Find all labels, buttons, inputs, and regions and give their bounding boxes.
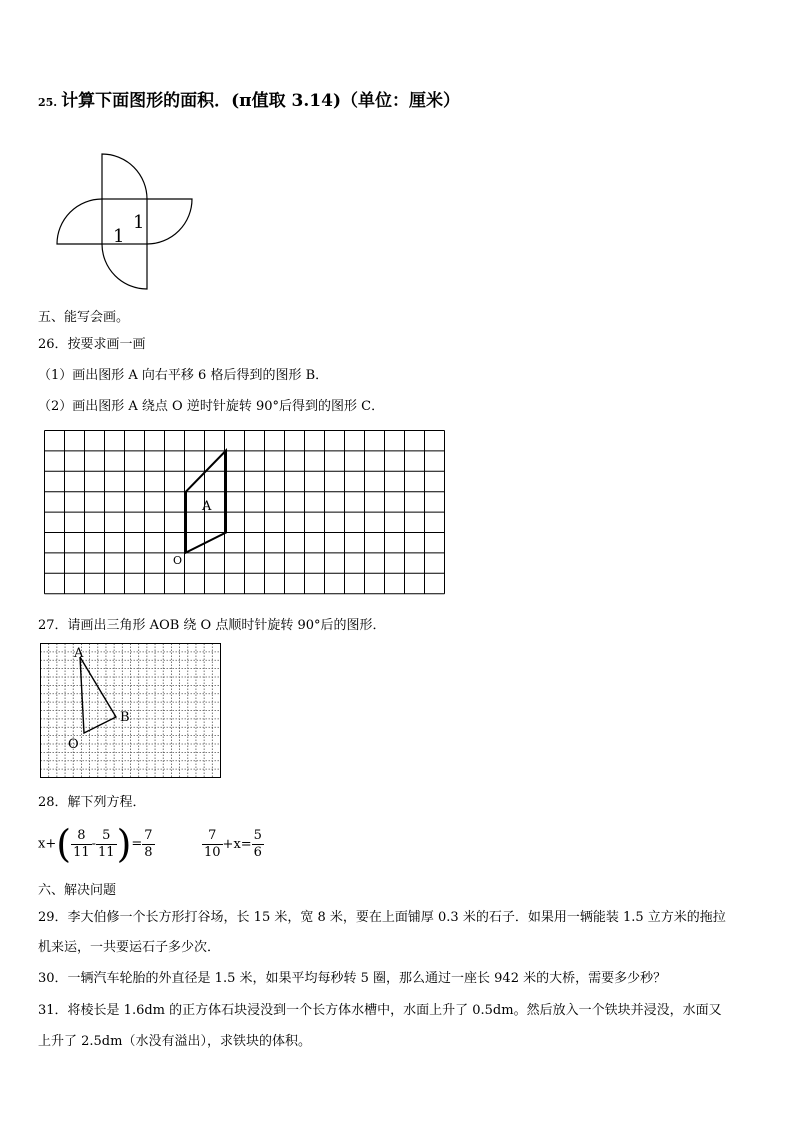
fraction: $\frac{7}{10}$ xyxy=(204,828,221,860)
question-31-line-2: 上升了 2.5dm（水没有溢出），求铁块的体积。 xyxy=(38,1034,311,1049)
section-5-heading: 五、能写会画。 xyxy=(38,310,130,325)
fraction: $\frac{5}{11}$ xyxy=(98,827,115,860)
figure-25-quarter-circles xyxy=(55,152,195,292)
label-a: A xyxy=(202,499,212,514)
question-29-line-2: 机来运，一共要运石子多少次． xyxy=(38,940,221,955)
fraction: $\frac{5}{6}$ xyxy=(253,828,262,860)
question-number: 25. xyxy=(38,96,58,109)
label-o: O xyxy=(173,554,183,567)
question-27-title: 27．请画出三角形 AOB 绕 O 点顺时针旋转 90°后的图形． xyxy=(38,618,386,633)
eq1-prefix: x+ xyxy=(38,836,57,852)
equation-2 xyxy=(202,828,264,861)
question-26-item-1: （1）画出图形 A 向右平移 6 格后得到的图形 B． xyxy=(38,368,329,383)
grid-26 xyxy=(44,430,446,596)
equation-1: x+( $\frac{8}{11}$ - $\frac{5}{11}$ )= $\frac{7}{8}$ xyxy=(38,822,153,866)
question-30: 30．一辆汽车轮胎的外直径是 1.5 米，如果平均每秒转 5 圈，那么通过一座长 942 米的大桥，需要多少秒？ xyxy=(38,971,667,986)
label-o: O xyxy=(68,737,79,752)
side-label: 1 xyxy=(133,212,145,233)
grid-27 xyxy=(40,643,222,779)
section-6-heading: 六、解决问题 xyxy=(38,883,117,898)
question-25 xyxy=(38,86,460,111)
eq2-mid: +x= xyxy=(222,837,252,852)
question-26-title: 26．按要求画一画 xyxy=(38,337,146,352)
label-b: B xyxy=(120,710,130,725)
question-26-item-2: （2）画出图形 A 绕点 O 逆时针旋转 90°后得到的图形 C． xyxy=(38,399,385,414)
question-28-title: 28．解下列方程． xyxy=(38,795,146,810)
label-a: A xyxy=(74,646,84,661)
question-29-line-1: 29．李大伯修一个长方形打谷场，长 15 米，宽 8 米，要在上面铺厚 0.3 米的石子．如果用一辆能装 1.5 立方米的拖拉 xyxy=(38,910,726,925)
question-31-line-1: 31．将棱长是 1.6dm 的正方体石块浸没到一个长方体水槽中，水面上升了 0.5dm。然后放入一个铁块并浸没，水面又 xyxy=(38,1003,722,1018)
question-text: 计算下面图形的面积．(π值取 3.14)（单位：厘米） xyxy=(61,91,460,111)
side-label: 1 xyxy=(113,226,125,247)
fraction: $\frac{7}{8}$ xyxy=(144,827,153,860)
fraction: $\frac{8}{11}$ xyxy=(73,827,90,860)
